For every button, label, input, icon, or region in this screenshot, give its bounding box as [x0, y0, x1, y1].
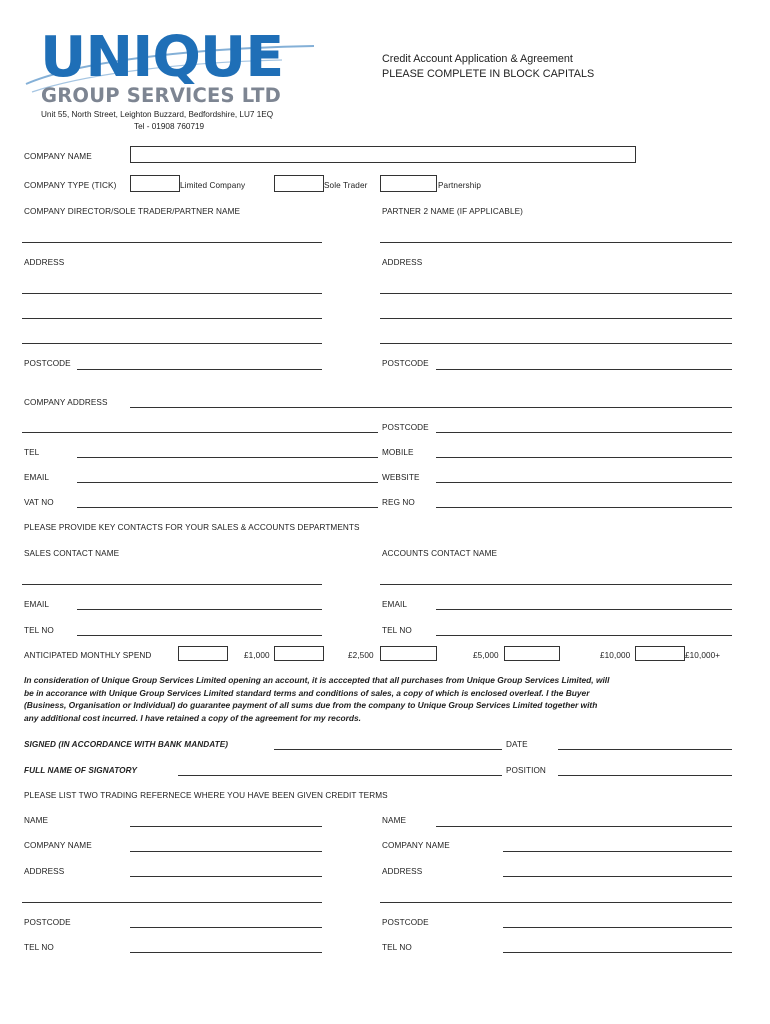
agreement-line-3: (Business, Organisation or Individual) do guarantee payment of all sums due from the company to Unique Group Services Limited together with [24, 700, 598, 711]
spend-10000-label: £10,000 [600, 651, 631, 660]
ref1-name-label: NAME [24, 816, 49, 825]
ref2-telno-input[interactable] [503, 952, 732, 953]
monthly-spend-label: ANTICIPATED MONTHLY SPEND [24, 651, 152, 660]
accounts-contact-input[interactable] [380, 584, 732, 585]
partner2-address-line3-input[interactable] [380, 343, 732, 344]
fullname-label: FULL NAME OF SIGNATORY [24, 766, 138, 775]
sales-email-label: EMAIL [24, 600, 50, 609]
ref1-telno-label: TEL NO [24, 943, 54, 952]
company-postcode-input[interactable] [436, 432, 732, 433]
tel-input[interactable] [77, 457, 378, 458]
ref2-address-line1-input[interactable] [503, 876, 732, 877]
director-address-line3-input[interactable] [22, 343, 322, 344]
company-name-label: COMPANY NAME [24, 152, 92, 161]
sales-contact-input[interactable] [22, 584, 322, 585]
ref2-company-input[interactable] [503, 851, 732, 852]
fullname-input[interactable] [178, 775, 502, 776]
ref1-address-line1-input[interactable] [130, 876, 322, 877]
ref2-address-label: ADDRESS [382, 867, 423, 876]
form-title: Credit Account Application & Agreement [382, 53, 573, 65]
logo-main-text: UNIQUE [40, 25, 284, 90]
vat-input[interactable] [77, 507, 378, 508]
partner2-postcode-label: POSTCODE [382, 359, 429, 368]
partner2-address-line1-input[interactable] [380, 293, 732, 294]
sole-trader-label: Sole Trader [324, 181, 368, 190]
tel-label: TEL [24, 448, 40, 457]
website-label: WEBSITE [382, 473, 420, 482]
company-phone-line: Tel - 01908 760719 [134, 122, 205, 131]
accounts-telno-input[interactable] [436, 635, 732, 636]
partner2-name-label: PARTNER 2 NAME (IF APPLICABLE) [382, 207, 524, 216]
company-address-line1-input[interactable] [130, 407, 732, 408]
sales-email-input[interactable] [77, 609, 322, 610]
reg-input[interactable] [436, 507, 732, 508]
position-input[interactable] [558, 775, 732, 776]
company-name-input[interactable] [130, 146, 636, 163]
company-postcode-label: POSTCODE [382, 423, 429, 432]
spend-5000-label: £5,000 [473, 651, 499, 660]
company-address-line2-input[interactable] [22, 432, 378, 433]
partner2-name-input[interactable] [380, 242, 732, 243]
spend-10000plus-label: £10,000+ [685, 651, 721, 660]
director-postcode-input[interactable] [77, 369, 322, 370]
spend-5000-checkbox[interactable] [380, 646, 437, 661]
director-address-line1-input[interactable] [22, 293, 322, 294]
ref2-postcode-label: POSTCODE [382, 918, 429, 927]
date-label: DATE [506, 740, 528, 749]
email-input[interactable] [77, 482, 378, 483]
ref1-address-label: ADDRESS [24, 867, 65, 876]
mobile-input[interactable] [436, 457, 732, 458]
company-address-label: COMPANY ADDRESS [24, 398, 108, 407]
accounts-contact-label: ACCOUNTS CONTACT NAME [382, 549, 498, 558]
director-name-input[interactable] [22, 242, 322, 243]
ref2-company-label: COMPANY NAME [382, 841, 450, 850]
company-address-line: Unit 55, North Street, Leighton Buzzard, Bedfordshire, LU7 1EQ [41, 110, 274, 119]
spend-2500-checkbox[interactable] [274, 646, 324, 661]
director-address-line2-input[interactable] [22, 318, 322, 319]
ref1-company-input[interactable] [130, 851, 322, 852]
spend-2500-label: £2,500 [348, 651, 374, 660]
sales-telno-label: TEL NO [24, 626, 54, 635]
ref2-address-line2-input[interactable] [380, 902, 732, 903]
ref1-postcode-input[interactable] [130, 927, 322, 928]
ref1-address-line2-input[interactable] [22, 902, 322, 903]
website-input[interactable] [436, 482, 732, 483]
ref1-telno-input[interactable] [130, 952, 322, 953]
limited-company-checkbox[interactable] [130, 175, 180, 192]
contacts-heading: PLEASE PROVIDE KEY CONTACTS FOR YOUR SALES & ACCOUNTS DEPARTMENTS [24, 523, 360, 532]
vat-label: VAT NO [24, 498, 54, 507]
mobile-label: MOBILE [382, 448, 414, 457]
position-label: POSITION [506, 766, 546, 775]
partnership-label: Partnership [438, 181, 481, 190]
sole-trader-checkbox[interactable] [274, 175, 324, 192]
partnership-checkbox[interactable] [380, 175, 437, 192]
accounts-email-input[interactable] [436, 609, 732, 610]
sales-contact-label: SALES CONTACT NAME [24, 549, 120, 558]
references-heading: PLEASE LIST TWO TRADING REFERNECE WHERE YOU HAVE BEEN GIVEN CREDIT TERMS [24, 791, 388, 800]
director-postcode-label: POSTCODE [24, 359, 71, 368]
director-name-label: COMPANY DIRECTOR/SOLE TRADER/PARTNER NAME [24, 207, 241, 216]
spend-10000plus-checkbox[interactable] [635, 646, 685, 661]
logo-sub-text: GROUP SERVICES LTD [41, 84, 281, 107]
accounts-email-label: EMAIL [382, 600, 408, 609]
ref1-name-input[interactable] [130, 826, 322, 827]
partner2-address-label: ADDRESS [382, 258, 423, 267]
spend-1000-label: £1,000 [244, 651, 270, 660]
accounts-telno-label: TEL NO [382, 626, 412, 635]
email-label: EMAIL [24, 473, 50, 482]
ref2-name-label: NAME [382, 816, 407, 825]
ref1-postcode-label: POSTCODE [24, 918, 71, 927]
reg-label: REG NO [382, 498, 415, 507]
signature-input[interactable] [274, 749, 502, 750]
ref2-name-input[interactable] [436, 826, 732, 827]
ref2-postcode-input[interactable] [503, 927, 732, 928]
signed-label: SIGNED (IN ACCORDANCE WITH BANK MANDATE) [24, 740, 229, 749]
director-address-label: ADDRESS [24, 258, 65, 267]
form-instruction: PLEASE COMPLETE IN BLOCK CAPITALS [382, 68, 595, 80]
partner2-address-line2-input[interactable] [380, 318, 732, 319]
agreement-line-2: be in accorance with Unique Group Services Limited standard terms and conditions of sales, a copy of which is enclosed overleaf. I the Buyer [24, 687, 590, 698]
agreement-text [24, 674, 664, 724]
agreement-line-4: any additional cost incurred. I have retained a copy of the agreement for my records. [24, 712, 361, 723]
partner2-postcode-input[interactable] [436, 369, 732, 370]
spend-1000-checkbox[interactable] [178, 646, 228, 661]
limited-company-label: Limited Company [180, 181, 246, 190]
spend-10000-checkbox[interactable] [504, 646, 560, 661]
agreement-line-1: In consideration of Unique Group Services Limited opening an account, it is acccepted that all purchases from Unique Group Services Limited, will [24, 675, 610, 685]
ref1-company-label: COMPANY NAME [24, 841, 92, 850]
company-type-label: COMPANY TYPE (TICK) [24, 181, 117, 190]
ref2-telno-label: TEL NO [382, 943, 412, 952]
sales-telno-input[interactable] [77, 635, 322, 636]
date-input[interactable] [558, 749, 732, 750]
